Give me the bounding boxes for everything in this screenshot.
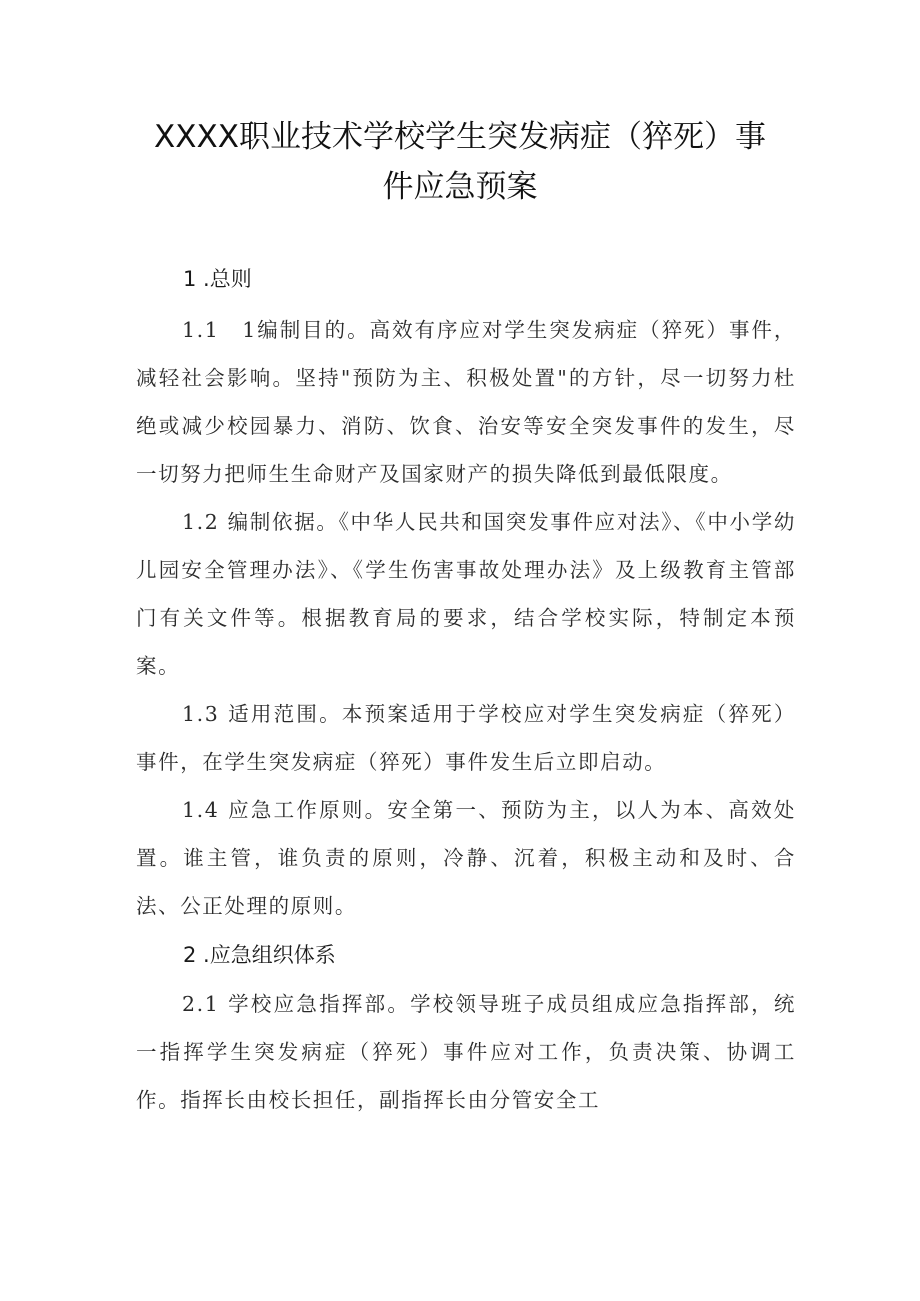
paragraph-1-1: 1.1 1编制目的。高效有序应对学生突发病症（猝死）事件，减轻社会影响。坚持"预防为主、积极处置"的方针，尽一切努力杜绝或减少校园暴力、消防、饮食、治安等安全突发事件的发生，尽一切努力把师生生命财产及国家财产的损失降低到最低限度。	[136, 318, 796, 486]
section-2-heading: 2 .应急组织体系	[183, 943, 336, 967]
paragraph-1-2: 1.2 编制依据。《中华人民共和国突发事件应对法》、《中小学幼儿园安全管理办法》、《学生伤害事故处理办法》及上级教育主管部门有关文件等。根据教育局的要求，结合学校实际，特制定本预案。	[136, 510, 796, 678]
title-line-1: XXXX职业技术学校学生突发病症（猝死）事	[154, 119, 766, 155]
paragraph-1-3: 1.3 适用范围。本预案适用于学校应对学生突发病症（猝死）事件，在学生突发病症（猝死）事件发生后立即启动。	[136, 702, 796, 774]
document-title	[120, 112, 800, 212]
section-1-heading: 1 .总则	[183, 267, 252, 291]
paragraph-1-4: 1.4 应急工作原则。安全第一、预防为主，以人为本、高效处置。谁主管，谁负责的原则，冷静、沉着，积极主动和及时、合法、公正处理的原则。	[136, 798, 796, 918]
title-line-2: 件应急预案	[382, 169, 538, 205]
paragraph-2-1: 2.1 学校应急指挥部。学校领导班子成员组成应急指挥部，统一指挥学生突发病症（猝死）事件应对工作，负责决策、协调工作。指挥长由校长担任，副指挥长由分管安全工	[136, 992, 796, 1112]
